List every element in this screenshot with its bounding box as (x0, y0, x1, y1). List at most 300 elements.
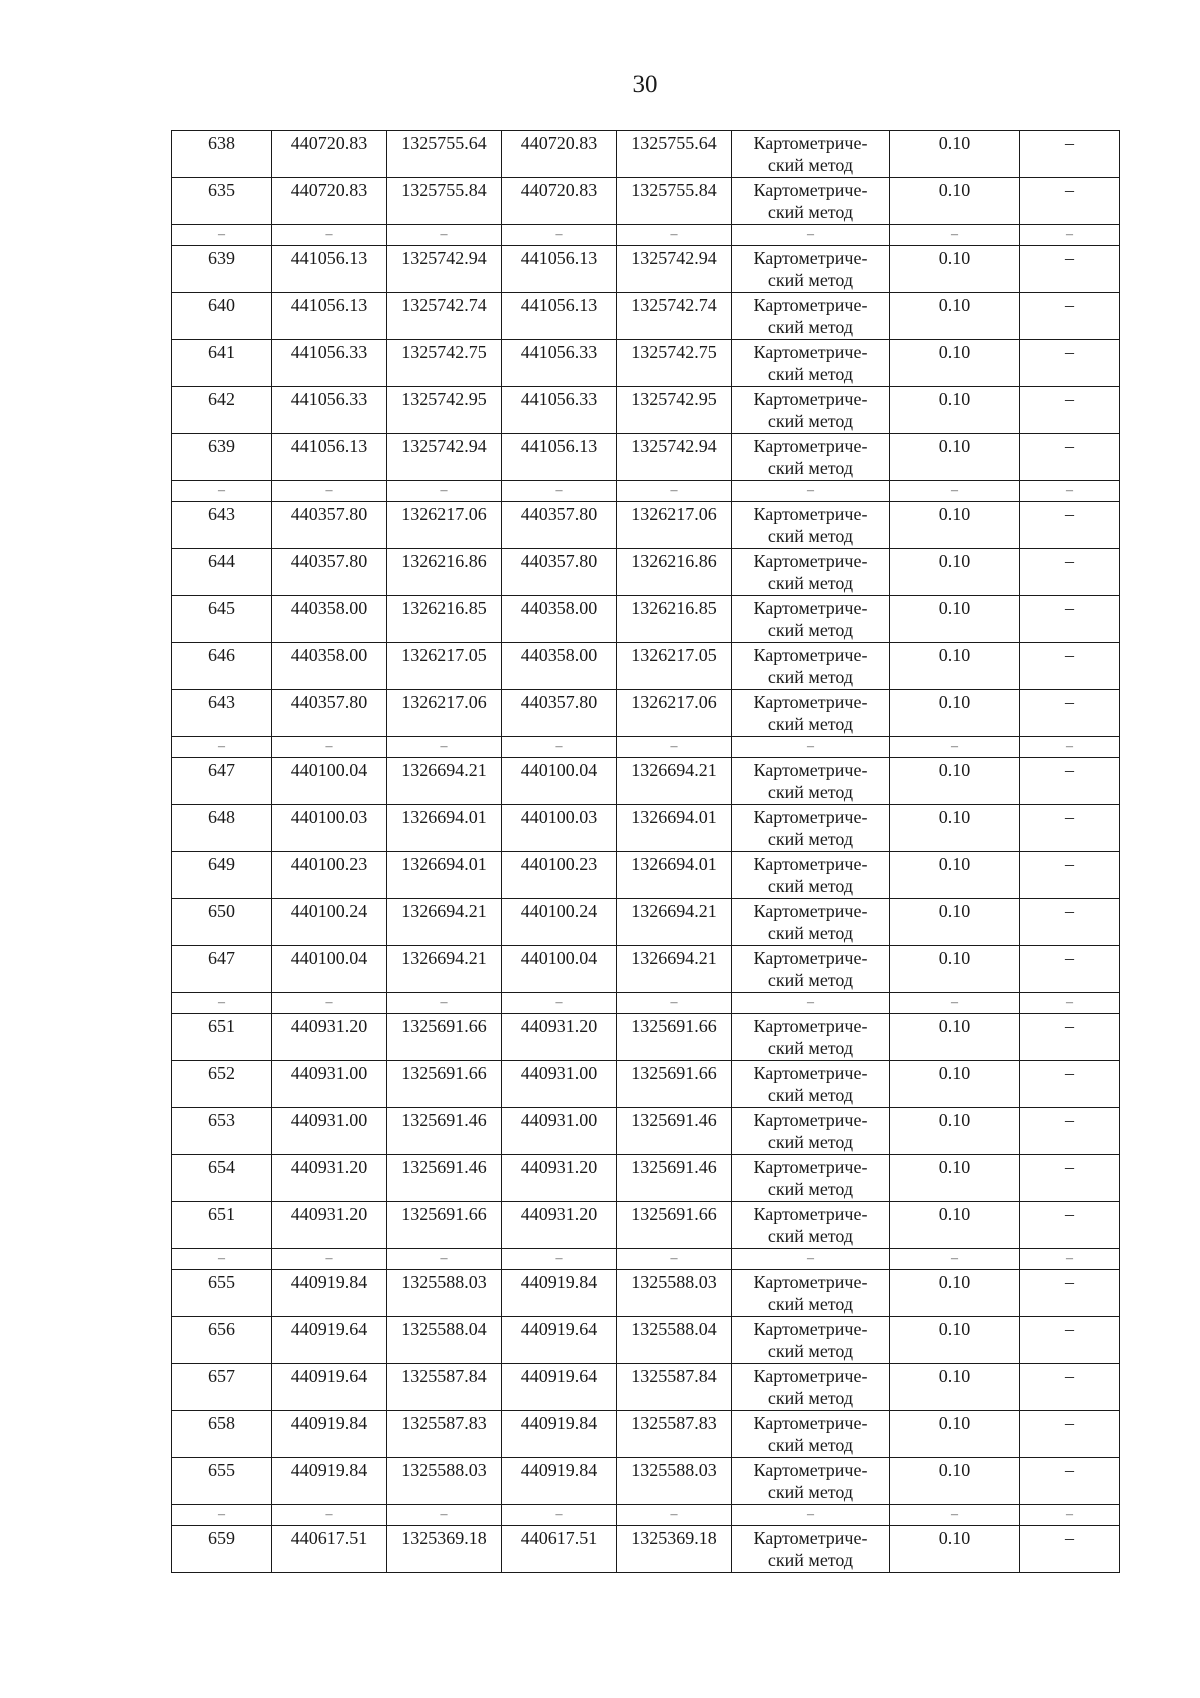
separator-cell: – (172, 481, 272, 502)
note-cell: – (1020, 1364, 1120, 1411)
separator-cell: – (502, 737, 617, 758)
precision-cell: 0.10 (890, 899, 1020, 946)
note-cell: – (1020, 293, 1120, 340)
method-line-2: ский метод (767, 1179, 854, 1199)
y-coordinate-cell: 1325369.18 (387, 1526, 502, 1573)
x-coordinate-cell: 440720.83 (502, 131, 617, 178)
method-line-1: Картометриче- (753, 854, 868, 874)
y-coordinate-cell: 1325755.64 (387, 131, 502, 178)
coordinates-table (171, 130, 1120, 1573)
method-line-2: ский метод (767, 1085, 854, 1105)
x-coordinate-cell: 440931.20 (502, 1014, 617, 1061)
method-cell (732, 1270, 890, 1317)
x-coordinate-cell: 441056.13 (502, 293, 617, 340)
y-coordinate-cell: 1325691.46 (617, 1155, 732, 1202)
method-line-2: ский метод (767, 1435, 854, 1455)
table-body (172, 131, 1120, 1573)
separator-cell: – (172, 1505, 272, 1526)
separator-cell: – (172, 1249, 272, 1270)
precision-cell: 0.10 (890, 1364, 1020, 1411)
precision-cell: 0.10 (890, 246, 1020, 293)
x-coordinate-cell: 440357.80 (272, 549, 387, 596)
separator-cell: – (732, 737, 890, 758)
y-coordinate-cell: 1326216.85 (387, 596, 502, 643)
method-line-2: ский метод (767, 1550, 854, 1570)
x-coordinate-cell: 440100.24 (502, 899, 617, 946)
y-coordinate-cell: 1325587.83 (387, 1411, 502, 1458)
x-coordinate-cell: 440919.84 (502, 1458, 617, 1505)
y-coordinate-cell: 1325742.94 (387, 246, 502, 293)
method-line-1: Картометриче- (753, 807, 868, 827)
note-cell: – (1020, 805, 1120, 852)
y-coordinate-cell: 1325587.84 (387, 1364, 502, 1411)
method-cell (732, 1061, 890, 1108)
precision-cell: 0.10 (890, 178, 1020, 225)
method-line-1: Картометриче- (753, 901, 868, 921)
method-line-1: Картометриче- (753, 1460, 868, 1480)
separator-cell: – (890, 993, 1020, 1014)
x-coordinate-cell: 440919.64 (502, 1317, 617, 1364)
method-line-1: Картометриче- (753, 760, 868, 780)
separator-cell: – (617, 1249, 732, 1270)
y-coordinate-cell: 1326694.21 (387, 899, 502, 946)
x-coordinate-cell: 441056.13 (272, 293, 387, 340)
method-line-1: Картометриче- (753, 504, 868, 524)
method-cell (732, 1155, 890, 1202)
page-number: 30 (632, 71, 658, 98)
precision-cell: 0.10 (890, 387, 1020, 434)
y-coordinate-cell: 1326216.86 (617, 549, 732, 596)
x-coordinate-cell: 440100.04 (502, 758, 617, 805)
separator-row (172, 481, 1120, 502)
method-line-1: Картометриче- (753, 1063, 868, 1083)
method-cell (732, 899, 890, 946)
note-cell: – (1020, 1061, 1120, 1108)
x-coordinate-cell: 440919.64 (272, 1317, 387, 1364)
x-coordinate-cell: 440931.00 (272, 1061, 387, 1108)
method-line-2: ский метод (767, 782, 854, 802)
method-cell (732, 758, 890, 805)
x-coordinate-cell: 440931.00 (272, 1108, 387, 1155)
separator-cell: – (1020, 481, 1120, 502)
precision-cell: 0.10 (890, 1317, 1020, 1364)
y-coordinate-cell: 1325588.03 (387, 1270, 502, 1317)
method-line-1: Картометриче- (753, 133, 868, 153)
precision-cell: 0.10 (890, 758, 1020, 805)
separator-cell: – (387, 993, 502, 1014)
precision-cell: 0.10 (890, 852, 1020, 899)
point-number-cell: 643 (172, 690, 272, 737)
table-row (172, 502, 1120, 549)
table-row (172, 690, 1120, 737)
method-cell (732, 131, 890, 178)
y-coordinate-cell: 1325742.74 (617, 293, 732, 340)
point-number-cell: 646 (172, 643, 272, 690)
x-coordinate-cell: 440720.83 (272, 178, 387, 225)
table-row (172, 1108, 1120, 1155)
x-coordinate-cell: 440358.00 (502, 643, 617, 690)
y-coordinate-cell: 1325588.03 (617, 1458, 732, 1505)
separator-row (172, 1505, 1120, 1526)
method-cell (732, 1317, 890, 1364)
precision-cell: 0.10 (890, 690, 1020, 737)
y-coordinate-cell: 1326217.05 (617, 643, 732, 690)
method-cell (732, 178, 890, 225)
separator-cell: – (387, 1249, 502, 1270)
x-coordinate-cell: 440720.83 (272, 131, 387, 178)
table-row (172, 1014, 1120, 1061)
separator-row (172, 993, 1120, 1014)
precision-cell: 0.10 (890, 946, 1020, 993)
method-cell (732, 387, 890, 434)
precision-cell: 0.10 (890, 1411, 1020, 1458)
y-coordinate-cell: 1325691.66 (617, 1014, 732, 1061)
table-row (172, 1202, 1120, 1249)
method-line-2: ский метод (767, 317, 854, 337)
separator-cell: – (272, 1249, 387, 1270)
precision-cell: 0.10 (890, 549, 1020, 596)
separator-cell: – (732, 1505, 890, 1526)
table-row (172, 643, 1120, 690)
method-line-1: Картометриче- (753, 645, 868, 665)
y-coordinate-cell: 1325587.84 (617, 1364, 732, 1411)
separator-cell: – (617, 225, 732, 246)
x-coordinate-cell: 440358.00 (502, 596, 617, 643)
note-cell: – (1020, 596, 1120, 643)
note-cell: – (1020, 1155, 1120, 1202)
method-line-2: ский метод (767, 1226, 854, 1246)
x-coordinate-cell: 441056.13 (272, 434, 387, 481)
separator-row (172, 737, 1120, 758)
table-row (172, 387, 1120, 434)
method-cell (732, 340, 890, 387)
x-coordinate-cell: 440919.84 (272, 1458, 387, 1505)
x-coordinate-cell: 440357.80 (502, 549, 617, 596)
method-line-1: Картометриче- (753, 389, 868, 409)
table-row (172, 1526, 1120, 1573)
y-coordinate-cell: 1325742.95 (617, 387, 732, 434)
method-line-1: Картометриче- (753, 1528, 868, 1548)
point-number-cell: 652 (172, 1061, 272, 1108)
y-coordinate-cell: 1325587.83 (617, 1411, 732, 1458)
method-line-2: ский метод (767, 270, 854, 290)
y-coordinate-cell: 1326694.21 (617, 758, 732, 805)
separator-cell: – (502, 1249, 617, 1270)
table-row (172, 434, 1120, 481)
precision-cell: 0.10 (890, 643, 1020, 690)
separator-cell: – (387, 225, 502, 246)
x-coordinate-cell: 440919.84 (272, 1411, 387, 1458)
table-row (172, 1270, 1120, 1317)
separator-cell: – (272, 993, 387, 1014)
y-coordinate-cell: 1325691.66 (617, 1202, 732, 1249)
y-coordinate-cell: 1325742.74 (387, 293, 502, 340)
x-coordinate-cell: 440919.64 (272, 1364, 387, 1411)
note-cell: – (1020, 1526, 1120, 1573)
x-coordinate-cell: 440931.20 (272, 1202, 387, 1249)
method-cell (732, 549, 890, 596)
method-cell (732, 596, 890, 643)
table-row (172, 1458, 1120, 1505)
point-number-cell: 651 (172, 1014, 272, 1061)
precision-cell: 0.10 (890, 1270, 1020, 1317)
point-number-cell: 653 (172, 1108, 272, 1155)
method-line-1: Картометриче- (753, 1110, 868, 1130)
x-coordinate-cell: 441056.13 (502, 246, 617, 293)
point-number-cell: 643 (172, 502, 272, 549)
y-coordinate-cell: 1326694.01 (617, 805, 732, 852)
x-coordinate-cell: 440931.20 (272, 1155, 387, 1202)
precision-cell: 0.10 (890, 1458, 1020, 1505)
method-line-2: ский метод (767, 1388, 854, 1408)
x-coordinate-cell: 440100.03 (502, 805, 617, 852)
point-number-cell: 639 (172, 246, 272, 293)
x-coordinate-cell: 440931.20 (272, 1014, 387, 1061)
x-coordinate-cell: 441056.33 (272, 340, 387, 387)
method-line-1: Картометриче- (753, 551, 868, 571)
point-number-cell: 656 (172, 1317, 272, 1364)
point-number-cell: 644 (172, 549, 272, 596)
note-cell: – (1020, 434, 1120, 481)
table-row (172, 758, 1120, 805)
method-cell (732, 434, 890, 481)
method-line-1: Картометриче- (753, 1319, 868, 1339)
y-coordinate-cell: 1325691.66 (387, 1014, 502, 1061)
point-number-cell: 649 (172, 852, 272, 899)
method-line-1: Картометриче- (753, 598, 868, 618)
separator-cell: – (890, 737, 1020, 758)
method-line-2: ский метод (767, 1341, 854, 1361)
y-coordinate-cell: 1326694.01 (617, 852, 732, 899)
method-cell (732, 1364, 890, 1411)
method-line-2: ский метод (767, 573, 854, 593)
separator-cell: – (890, 481, 1020, 502)
separator-cell: – (732, 993, 890, 1014)
precision-cell: 0.10 (890, 502, 1020, 549)
x-coordinate-cell: 440358.00 (272, 596, 387, 643)
y-coordinate-cell: 1325588.03 (617, 1270, 732, 1317)
x-coordinate-cell: 440617.51 (272, 1526, 387, 1573)
precision-cell: 0.10 (890, 805, 1020, 852)
separator-cell: – (387, 481, 502, 502)
x-coordinate-cell: 440931.20 (502, 1155, 617, 1202)
y-coordinate-cell: 1325742.94 (617, 246, 732, 293)
method-cell (732, 690, 890, 737)
precision-cell: 0.10 (890, 1155, 1020, 1202)
separator-cell: – (502, 1505, 617, 1526)
separator-cell: – (387, 737, 502, 758)
table-row (172, 946, 1120, 993)
x-coordinate-cell: 440720.83 (502, 178, 617, 225)
note-cell: – (1020, 387, 1120, 434)
separator-cell: – (172, 225, 272, 246)
separator-cell: – (502, 481, 617, 502)
separator-cell: – (890, 1505, 1020, 1526)
method-line-1: Картометриче- (753, 1366, 868, 1386)
table-row (172, 178, 1120, 225)
separator-cell: – (172, 737, 272, 758)
method-cell (732, 643, 890, 690)
point-number-cell: 635 (172, 178, 272, 225)
separator-cell: – (890, 225, 1020, 246)
separator-row (172, 1249, 1120, 1270)
table-row (172, 852, 1120, 899)
method-line-1: Картометриче- (753, 180, 868, 200)
method-line-2: ский метод (767, 411, 854, 431)
method-line-2: ский метод (767, 526, 854, 546)
point-number-cell: 642 (172, 387, 272, 434)
note-cell: – (1020, 899, 1120, 946)
method-line-2: ский метод (767, 876, 854, 896)
y-coordinate-cell: 1326217.06 (617, 690, 732, 737)
y-coordinate-cell: 1326694.21 (617, 946, 732, 993)
method-cell (732, 1108, 890, 1155)
y-coordinate-cell: 1325742.94 (387, 434, 502, 481)
table-row (172, 596, 1120, 643)
method-line-2: ский метод (767, 1482, 854, 1502)
precision-cell: 0.10 (890, 434, 1020, 481)
table-row (172, 131, 1120, 178)
y-coordinate-cell: 1326217.06 (617, 502, 732, 549)
point-number-cell: 650 (172, 899, 272, 946)
method-cell (732, 1202, 890, 1249)
x-coordinate-cell: 440919.84 (272, 1270, 387, 1317)
x-coordinate-cell: 440919.84 (502, 1411, 617, 1458)
method-line-2: ский метод (767, 970, 854, 990)
x-coordinate-cell: 441056.33 (272, 387, 387, 434)
point-number-cell: 651 (172, 1202, 272, 1249)
separator-cell: – (617, 1505, 732, 1526)
note-cell: – (1020, 946, 1120, 993)
method-cell (732, 246, 890, 293)
x-coordinate-cell: 440100.04 (502, 946, 617, 993)
method-line-2: ский метод (767, 667, 854, 687)
note-cell: – (1020, 758, 1120, 805)
precision-cell: 0.10 (890, 1526, 1020, 1573)
table-row (172, 805, 1120, 852)
y-coordinate-cell: 1326694.21 (387, 758, 502, 805)
y-coordinate-cell: 1325691.46 (387, 1108, 502, 1155)
x-coordinate-cell: 440931.00 (502, 1108, 617, 1155)
x-coordinate-cell: 440100.24 (272, 899, 387, 946)
point-number-cell: 645 (172, 596, 272, 643)
separator-cell: – (272, 737, 387, 758)
method-line-2: ский метод (767, 1294, 854, 1314)
method-cell (732, 293, 890, 340)
separator-cell: – (1020, 1505, 1120, 1526)
y-coordinate-cell: 1326216.86 (387, 549, 502, 596)
separator-cell: – (1020, 225, 1120, 246)
method-line-2: ский метод (767, 155, 854, 175)
point-number-cell: 657 (172, 1364, 272, 1411)
x-coordinate-cell: 440100.04 (272, 946, 387, 993)
y-coordinate-cell: 1326216.85 (617, 596, 732, 643)
method-line-2: ский метод (767, 714, 854, 734)
method-line-2: ский метод (767, 829, 854, 849)
separator-cell: – (387, 1505, 502, 1526)
separator-cell: – (1020, 993, 1120, 1014)
note-cell: – (1020, 1108, 1120, 1155)
table-row (172, 340, 1120, 387)
note-cell: – (1020, 1317, 1120, 1364)
x-coordinate-cell: 440358.00 (272, 643, 387, 690)
method-cell (732, 1526, 890, 1573)
method-line-2: ский метод (767, 202, 854, 222)
note-cell: – (1020, 1014, 1120, 1061)
y-coordinate-cell: 1325588.03 (387, 1458, 502, 1505)
point-number-cell: 648 (172, 805, 272, 852)
precision-cell: 0.10 (890, 1108, 1020, 1155)
table-row (172, 246, 1120, 293)
y-coordinate-cell: 1325588.04 (387, 1317, 502, 1364)
x-coordinate-cell: 440100.03 (272, 805, 387, 852)
method-line-1: Картометриче- (753, 692, 868, 712)
point-number-cell: 647 (172, 946, 272, 993)
y-coordinate-cell: 1326694.21 (617, 899, 732, 946)
method-line-1: Картометриче- (753, 1157, 868, 1177)
x-coordinate-cell: 440617.51 (502, 1526, 617, 1573)
method-cell (732, 502, 890, 549)
x-coordinate-cell: 440100.23 (272, 852, 387, 899)
precision-cell: 0.10 (890, 596, 1020, 643)
note-cell: – (1020, 246, 1120, 293)
y-coordinate-cell: 1326217.06 (387, 502, 502, 549)
y-coordinate-cell: 1326694.01 (387, 852, 502, 899)
separator-row (172, 225, 1120, 246)
note-cell: – (1020, 690, 1120, 737)
point-number-cell: 641 (172, 340, 272, 387)
separator-cell: – (1020, 737, 1120, 758)
note-cell: – (1020, 1202, 1120, 1249)
note-cell: – (1020, 1411, 1120, 1458)
separator-cell: – (272, 1505, 387, 1526)
y-coordinate-cell: 1326217.06 (387, 690, 502, 737)
y-coordinate-cell: 1325691.46 (617, 1108, 732, 1155)
x-coordinate-cell: 440919.64 (502, 1364, 617, 1411)
separator-cell: – (272, 225, 387, 246)
table-row (172, 1317, 1120, 1364)
y-coordinate-cell: 1325755.64 (617, 131, 732, 178)
separator-cell: – (732, 225, 890, 246)
x-coordinate-cell: 440919.84 (502, 1270, 617, 1317)
method-line-1: Картометриче- (753, 1413, 868, 1433)
y-coordinate-cell: 1325691.66 (617, 1061, 732, 1108)
point-number-cell: 655 (172, 1270, 272, 1317)
note-cell: – (1020, 549, 1120, 596)
y-coordinate-cell: 1326694.01 (387, 805, 502, 852)
separator-cell: – (1020, 1249, 1120, 1270)
y-coordinate-cell: 1325742.75 (387, 340, 502, 387)
y-coordinate-cell: 1325742.94 (617, 434, 732, 481)
precision-cell: 0.10 (890, 131, 1020, 178)
note-cell: – (1020, 643, 1120, 690)
note-cell: – (1020, 502, 1120, 549)
point-number-cell: 639 (172, 434, 272, 481)
point-number-cell: 655 (172, 1458, 272, 1505)
precision-cell: 0.10 (890, 1061, 1020, 1108)
method-cell (732, 946, 890, 993)
table-row (172, 549, 1120, 596)
method-cell (732, 1411, 890, 1458)
x-coordinate-cell: 441056.13 (502, 434, 617, 481)
note-cell: – (1020, 852, 1120, 899)
method-line-1: Картометриче- (753, 342, 868, 362)
table-row (172, 1155, 1120, 1202)
method-line-1: Картометриче- (753, 295, 868, 315)
method-cell (732, 805, 890, 852)
separator-cell: – (732, 481, 890, 502)
method-line-2: ский метод (767, 364, 854, 384)
